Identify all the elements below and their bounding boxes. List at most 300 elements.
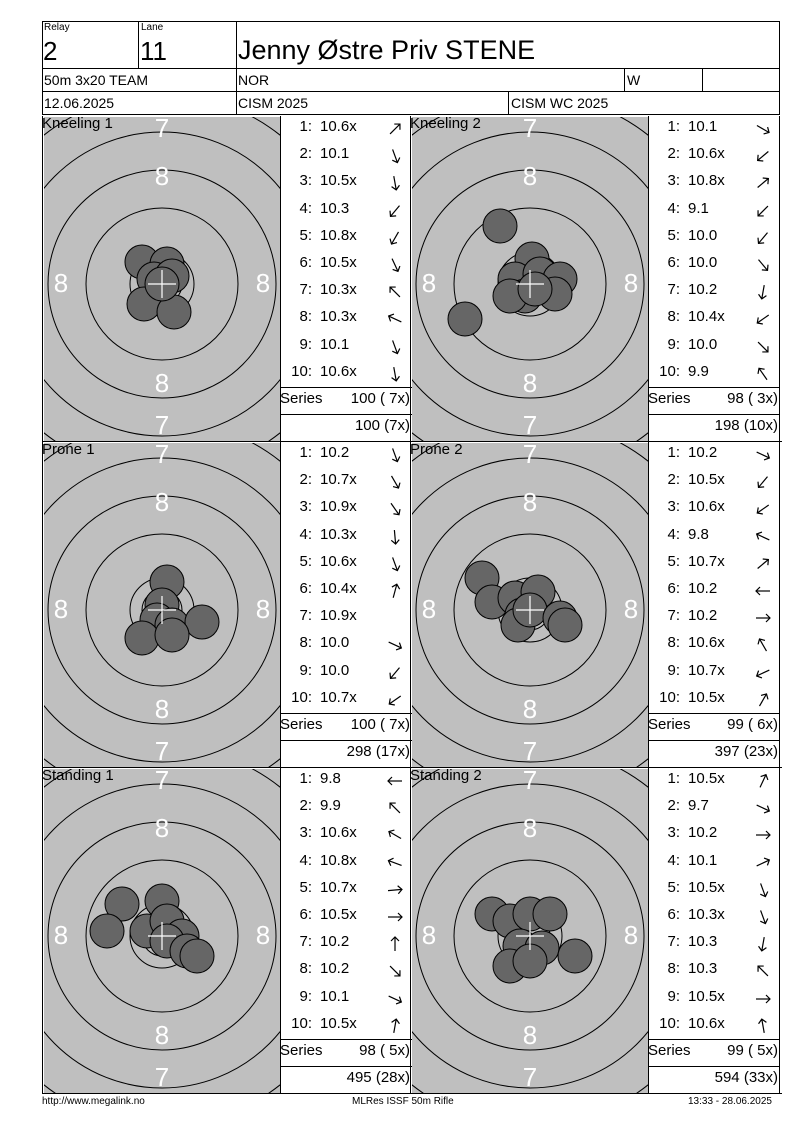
shot-row xyxy=(650,634,780,661)
shot-number: 6: xyxy=(299,906,312,923)
direction-arrow-icon xyxy=(754,338,772,356)
shot-row xyxy=(650,852,780,879)
series-label: Series xyxy=(280,716,323,733)
series-divider xyxy=(280,740,412,741)
shot-hole xyxy=(125,621,159,655)
direction-arrow-icon xyxy=(386,636,404,654)
shot-row xyxy=(650,227,780,254)
shot-value: 10.3x xyxy=(320,308,357,326)
series-divider xyxy=(648,387,780,388)
shot-value: 10.7x xyxy=(320,688,357,706)
shot-row xyxy=(282,797,412,824)
series-label: Series xyxy=(648,716,691,733)
shot-number: 1: xyxy=(299,118,312,135)
shot-number: 8: xyxy=(667,308,680,326)
shot-value: 10.9x xyxy=(320,498,357,516)
direction-arrow-icon xyxy=(754,691,772,709)
shot-number: 9: xyxy=(299,661,312,679)
shot-value: 10.5x xyxy=(688,770,725,787)
shot-number: 6: xyxy=(299,580,312,597)
ring-number: 8 xyxy=(53,268,69,298)
ring-number: 8 xyxy=(154,368,170,398)
shot-value: 10.4x xyxy=(688,308,725,326)
shot-number: 7: xyxy=(299,281,312,299)
direction-arrow-icon xyxy=(754,854,772,872)
shot-number: 5: xyxy=(667,878,680,896)
shot-value: 10.3x xyxy=(688,906,725,923)
direction-arrow-icon xyxy=(754,664,772,682)
shot-row xyxy=(650,336,780,363)
shot-value: 9.8 xyxy=(320,770,341,787)
ring-number: 8 xyxy=(623,268,639,298)
ring-number: 8 xyxy=(154,487,170,517)
shot-value: 10.0 xyxy=(320,634,350,652)
direction-arrow-icon xyxy=(386,990,404,1008)
shot-number: 9: xyxy=(667,987,680,1005)
shot-value: 10.2 xyxy=(320,933,350,951)
shot-row xyxy=(282,824,412,851)
shot-number: 5: xyxy=(667,226,680,244)
shot-list xyxy=(282,770,410,1040)
shot-hole xyxy=(448,302,482,336)
shot-hole xyxy=(180,939,214,973)
shot-row xyxy=(650,172,780,199)
shot-number: 4: xyxy=(667,851,680,869)
shot-value: 10.7x xyxy=(320,471,357,489)
date: 12.06.2025 xyxy=(44,95,115,111)
direction-arrow-icon xyxy=(386,691,404,709)
target xyxy=(44,117,280,441)
shot-value: 10.6x xyxy=(320,552,357,570)
series-divider xyxy=(648,414,780,415)
shot-row xyxy=(282,281,412,308)
direction-arrow-icon xyxy=(754,446,772,464)
shot-number: 8: xyxy=(667,634,680,652)
shot-hole xyxy=(518,272,552,306)
shot-number: 1: xyxy=(667,444,680,461)
shot-row xyxy=(650,254,780,281)
section-border xyxy=(410,116,411,442)
direction-arrow-icon xyxy=(754,935,772,953)
shot-number: 4: xyxy=(299,525,312,543)
shot-row xyxy=(650,933,780,960)
shot-value: 10.2 xyxy=(688,824,718,842)
section-border xyxy=(42,116,43,442)
direction-arrow-icon xyxy=(754,500,772,518)
running-total: 100 (7x) xyxy=(354,417,410,434)
shot-number: 8: xyxy=(299,308,312,326)
shot-row xyxy=(282,689,412,716)
shot-row xyxy=(650,879,780,906)
shot-value: 10.0 xyxy=(320,661,350,679)
shot-row xyxy=(650,444,780,471)
shot-number: 3: xyxy=(299,498,312,516)
shot-row xyxy=(282,580,412,607)
shot-row xyxy=(282,498,412,525)
direction-arrow-icon xyxy=(386,935,404,953)
section-label: Standing 1 xyxy=(42,767,114,784)
direction-arrow-icon xyxy=(386,446,404,464)
shot-row xyxy=(282,444,412,471)
direction-arrow-icon xyxy=(754,283,772,301)
shot-value: 10.1 xyxy=(320,987,350,1005)
shot-row xyxy=(282,607,412,634)
shot-number: 10: xyxy=(291,688,312,706)
shot-hole xyxy=(155,618,189,652)
running-total: 397 (23x) xyxy=(714,743,778,760)
series-divider xyxy=(648,1066,780,1067)
section-border xyxy=(410,768,411,1094)
shot-value: 10.2 xyxy=(320,960,350,978)
series-divider xyxy=(280,414,412,415)
shot-row xyxy=(282,852,412,879)
direction-arrow-icon xyxy=(754,772,772,790)
shot-number: 3: xyxy=(299,172,312,190)
series-divider xyxy=(280,1066,412,1067)
ring-number: 8 xyxy=(522,368,538,398)
section-border xyxy=(42,442,43,768)
shot-value: 10.2 xyxy=(688,281,718,299)
ring-number: 7 xyxy=(522,1062,538,1092)
shot-number: 6: xyxy=(667,580,680,597)
shot-number: 5: xyxy=(667,552,680,570)
shot-number: 4: xyxy=(667,199,680,217)
direction-arrow-icon xyxy=(754,174,772,192)
shot-value: 10.2 xyxy=(688,444,718,461)
shot-number: 3: xyxy=(299,824,312,842)
shot-row xyxy=(282,1015,412,1042)
section-border xyxy=(410,442,411,768)
shot-number: 9: xyxy=(299,987,312,1005)
direction-arrow-icon xyxy=(754,528,772,546)
shot-number: 6: xyxy=(667,906,680,923)
direction-arrow-icon xyxy=(754,799,772,817)
ring-number: 7 xyxy=(522,117,538,143)
direction-arrow-icon xyxy=(754,636,772,654)
direction-arrow-icon xyxy=(754,120,772,138)
direction-arrow-icon xyxy=(386,120,404,138)
shot-list xyxy=(650,444,778,714)
shot-value: 10.3x xyxy=(320,281,357,299)
ring-number: 7 xyxy=(154,117,170,143)
ring-number: 7 xyxy=(154,736,170,766)
ring-number: 8 xyxy=(522,813,538,843)
running-total: 198 (10x) xyxy=(714,417,778,434)
section-label: Prone 1 xyxy=(42,441,95,458)
shot-row xyxy=(282,662,412,689)
shot-row xyxy=(650,824,780,851)
header-divider xyxy=(508,91,509,115)
header-divider xyxy=(42,68,780,69)
lane-label: Lane xyxy=(141,22,164,33)
shot-number: 3: xyxy=(667,172,680,190)
shot-row xyxy=(650,797,780,824)
series-label: Series xyxy=(648,390,691,407)
target xyxy=(44,769,280,1093)
shot-number: 9: xyxy=(667,335,680,353)
shot-row xyxy=(282,526,412,553)
match-name: CISM WC 2025 xyxy=(511,95,609,111)
shot-row xyxy=(650,526,780,553)
ring-number: 7 xyxy=(154,769,170,795)
shot-row xyxy=(650,363,780,390)
footer-timestamp: 13:33 - 28.06.2025 xyxy=(688,1096,772,1107)
ring-number: 8 xyxy=(53,594,69,624)
shot-hole xyxy=(533,897,567,931)
direction-arrow-icon xyxy=(754,229,772,247)
direction-arrow-icon xyxy=(386,174,404,192)
shot-value: 10.9x xyxy=(320,607,357,625)
ring-number: 8 xyxy=(623,920,639,950)
direction-arrow-icon xyxy=(754,310,772,328)
event-name: 50m 3x20 TEAM xyxy=(44,72,149,88)
lane-value: 11 xyxy=(140,36,167,66)
shot-number: 10: xyxy=(291,362,312,380)
ring-number: 8 xyxy=(522,487,538,517)
shot-row xyxy=(282,988,412,1015)
series-divider xyxy=(648,1039,780,1040)
series-score: 100 ( 7x) xyxy=(350,716,410,733)
series-score: 98 ( 3x) xyxy=(727,390,778,407)
shot-number: 2: xyxy=(667,797,680,815)
shot-value: 10.5x xyxy=(688,878,725,896)
shot-row xyxy=(282,363,412,390)
shot-list xyxy=(650,118,778,388)
shot-value: 10.5x xyxy=(320,254,357,271)
shot-number: 2: xyxy=(667,145,680,163)
series-label: Series xyxy=(280,1042,323,1059)
shot-value: 10.7x xyxy=(688,552,725,570)
shot-value: 10.1 xyxy=(688,851,718,869)
shot-row xyxy=(282,227,412,254)
section-label: Kneeling 2 xyxy=(410,115,481,132)
shot-value: 9.9 xyxy=(320,797,341,815)
direction-arrow-icon xyxy=(386,310,404,328)
shot-number: 10: xyxy=(659,1014,680,1032)
direction-arrow-icon xyxy=(754,609,772,627)
shot-value: 10.8x xyxy=(320,851,357,869)
direction-arrow-icon xyxy=(754,555,772,573)
shot-row xyxy=(282,145,412,172)
shot-number: 2: xyxy=(299,145,312,163)
direction-arrow-icon xyxy=(386,826,404,844)
direction-arrow-icon xyxy=(386,365,404,383)
shot-number: 7: xyxy=(299,607,312,625)
shot-value: 10.6x xyxy=(320,362,357,380)
shot-value: 10.6x xyxy=(688,145,725,163)
series-divider xyxy=(648,740,780,741)
series-score: 98 ( 5x) xyxy=(359,1042,410,1059)
shot-value: 10.5x xyxy=(688,688,725,706)
gender: W xyxy=(627,72,641,88)
shot-row xyxy=(650,580,780,607)
direction-arrow-icon xyxy=(754,473,772,491)
shot-hole xyxy=(558,939,592,973)
direction-arrow-icon xyxy=(754,826,772,844)
direction-arrow-icon xyxy=(386,283,404,301)
shot-number: 8: xyxy=(667,960,680,978)
relay-value: 2 xyxy=(43,36,58,66)
shot-number: 9: xyxy=(299,335,312,353)
shot-number: 1: xyxy=(299,444,312,461)
shot-number: 2: xyxy=(667,471,680,489)
shot-value: 10.3 xyxy=(688,933,718,951)
shot-value: 10.3x xyxy=(320,525,357,543)
ring-number: 8 xyxy=(154,161,170,191)
shot-hole xyxy=(185,605,219,639)
shot-number: 1: xyxy=(299,770,312,787)
shot-number: 4: xyxy=(299,199,312,217)
ring-number: 7 xyxy=(522,736,538,766)
shot-value: 10.6x xyxy=(688,1014,725,1032)
shot-list xyxy=(650,770,778,1040)
shot-row xyxy=(282,200,412,227)
shot-row xyxy=(650,281,780,308)
ring-number: 7 xyxy=(154,410,170,440)
shot-value: 10.7x xyxy=(320,878,357,896)
direction-arrow-icon xyxy=(754,908,772,926)
header-divider xyxy=(624,68,625,91)
shot-number: 2: xyxy=(299,797,312,815)
shot-row xyxy=(282,553,412,580)
section-border xyxy=(410,441,782,442)
direction-arrow-icon xyxy=(386,147,404,165)
direction-arrow-icon xyxy=(386,1017,404,1035)
series-score: 99 ( 6x) xyxy=(727,716,778,733)
ring-number: 8 xyxy=(522,161,538,191)
direction-arrow-icon xyxy=(386,854,404,872)
direction-arrow-icon xyxy=(386,338,404,356)
shot-number: 10: xyxy=(659,688,680,706)
section-label: Prone 2 xyxy=(410,441,463,458)
shot-value: 10.7x xyxy=(688,661,725,679)
ring-number: 8 xyxy=(623,594,639,624)
series-label: Series xyxy=(280,390,323,407)
direction-arrow-icon xyxy=(754,582,772,600)
shot-value: 9.7 xyxy=(688,797,709,815)
direction-arrow-icon xyxy=(754,202,772,220)
shot-value: 10.3 xyxy=(688,960,718,978)
shot-value: 9.9 xyxy=(688,362,709,380)
shot-list xyxy=(282,444,410,714)
ring-number: 7 xyxy=(522,769,538,795)
ring-number: 8 xyxy=(522,694,538,724)
ring-number: 8 xyxy=(255,268,271,298)
direction-arrow-icon xyxy=(754,962,772,980)
series-divider xyxy=(648,713,780,714)
series-divider xyxy=(280,713,412,714)
ring-number: 8 xyxy=(522,1020,538,1050)
shot-list xyxy=(282,118,410,388)
shot-value: 10.5x xyxy=(320,1014,357,1032)
shot-number: 5: xyxy=(299,552,312,570)
ring-number: 8 xyxy=(421,594,437,624)
shot-row xyxy=(282,254,412,281)
shot-row xyxy=(650,770,780,797)
shot-number: 5: xyxy=(299,878,312,896)
shot-value: 10.0 xyxy=(688,254,718,271)
shot-value: 10.6x xyxy=(320,118,357,135)
shot-row xyxy=(282,906,412,933)
shot-row xyxy=(282,879,412,906)
shot-value: 10.5x xyxy=(320,906,357,923)
shot-row xyxy=(650,960,780,987)
shot-value: 10.1 xyxy=(320,145,350,163)
shot-value: 10.6x xyxy=(320,824,357,842)
ring-number: 8 xyxy=(421,920,437,950)
direction-arrow-icon xyxy=(386,582,404,600)
series-divider xyxy=(280,387,412,388)
direction-arrow-icon xyxy=(754,365,772,383)
shot-number: 6: xyxy=(667,254,680,271)
running-total: 594 (33x) xyxy=(714,1069,778,1086)
shot-row xyxy=(282,172,412,199)
shot-number: 1: xyxy=(667,770,680,787)
shot-value: 10.5x xyxy=(688,987,725,1005)
target xyxy=(412,769,648,1093)
direction-arrow-icon xyxy=(386,664,404,682)
direction-arrow-icon xyxy=(386,202,404,220)
shot-number: 8: xyxy=(299,634,312,652)
ring-number: 8 xyxy=(154,813,170,843)
running-total: 298 (17x) xyxy=(346,743,410,760)
shot-value: 10.3 xyxy=(320,199,350,217)
shot-number: 4: xyxy=(299,851,312,869)
section-border xyxy=(410,1093,782,1094)
direction-arrow-icon xyxy=(754,256,772,274)
shot-number: 9: xyxy=(667,661,680,679)
direction-arrow-icon xyxy=(754,1017,772,1035)
direction-arrow-icon xyxy=(754,990,772,1008)
ring-number: 8 xyxy=(255,920,271,950)
direction-arrow-icon xyxy=(386,256,404,274)
shot-value: 10.6x xyxy=(688,634,725,652)
shot-number: 7: xyxy=(667,933,680,951)
direction-arrow-icon xyxy=(754,147,772,165)
shot-value: 10.6x xyxy=(688,498,725,516)
shot-value: 10.2 xyxy=(688,607,718,625)
shot-number: 1: xyxy=(667,118,680,135)
shot-row xyxy=(650,1015,780,1042)
shot-value: 10.8x xyxy=(320,226,357,244)
direction-arrow-icon xyxy=(386,772,404,790)
shot-number: 7: xyxy=(667,281,680,299)
shot-value: 10.0 xyxy=(688,226,718,244)
target xyxy=(412,117,648,441)
shot-row xyxy=(650,662,780,689)
shot-number: 6: xyxy=(299,254,312,271)
shot-number: 4: xyxy=(667,525,680,543)
shot-hole xyxy=(483,209,517,243)
shot-number: 10: xyxy=(291,1014,312,1032)
shot-value: 10.0 xyxy=(688,335,718,353)
shot-row xyxy=(282,336,412,363)
ring-number: 8 xyxy=(53,920,69,950)
direction-arrow-icon xyxy=(386,881,404,899)
shot-row xyxy=(282,933,412,960)
shot-value: 9.1 xyxy=(688,199,709,217)
shot-value: 10.2 xyxy=(320,444,350,461)
shot-row xyxy=(282,118,412,145)
shot-row xyxy=(650,118,780,145)
series-label: Series xyxy=(648,1042,691,1059)
shot-row xyxy=(282,471,412,498)
shot-row xyxy=(650,906,780,933)
shot-hole xyxy=(548,608,582,642)
shot-row xyxy=(650,607,780,634)
section-border xyxy=(42,441,414,442)
section-label: Standing 2 xyxy=(410,767,482,784)
